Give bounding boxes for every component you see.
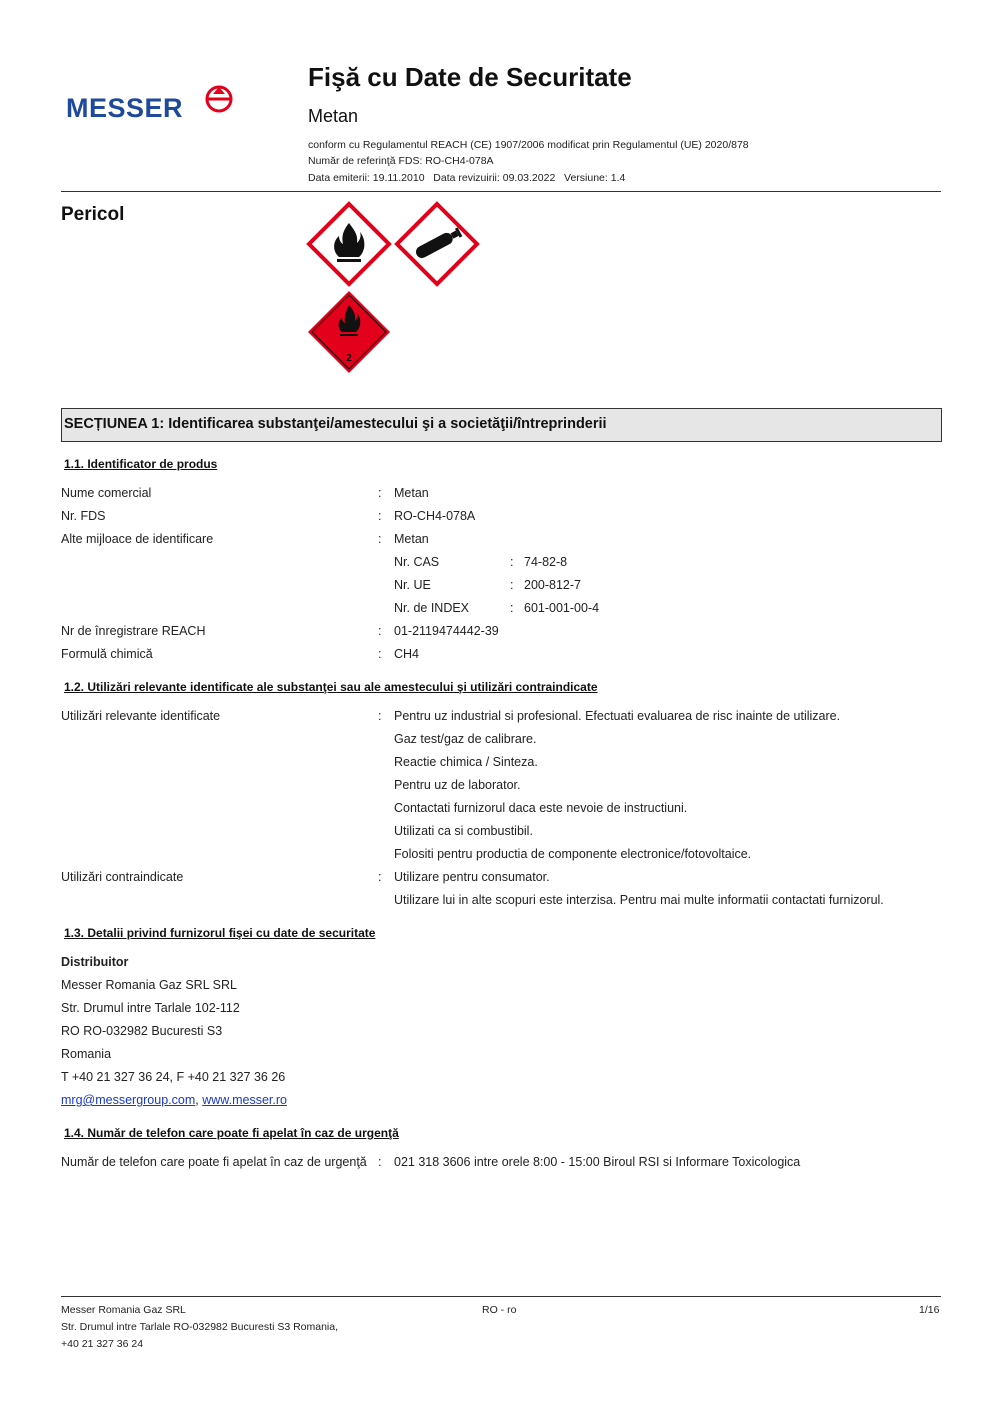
emergency-phone-label: Număr de telefon care poate fi apelat în caz de urgenţă xyxy=(61,1155,367,1169)
distributor-street: Str. Drumul intre Tarlale 102-112 xyxy=(61,1001,240,1015)
identified-use-item: Gaz test/gaz de calibrare. xyxy=(394,732,537,746)
sds-number-label: Nr. FDS xyxy=(61,509,106,523)
flammable-gas-class-2-icon xyxy=(306,289,392,375)
colon: : xyxy=(378,509,382,523)
footer-company: Messer Romania Gaz SRL xyxy=(61,1304,186,1316)
other-identifiers-label: Alte mijloace de identificare xyxy=(61,532,214,546)
colon: : xyxy=(510,601,514,615)
footer-phone: +40 21 327 36 24 xyxy=(61,1338,144,1350)
distributor-label: Distribuitor xyxy=(61,955,129,969)
other-identifiers-value: Metan xyxy=(394,532,429,546)
distributor-contacts xyxy=(61,1093,287,1107)
index-number-label: Nr. de INDEX xyxy=(394,601,470,615)
product-name: Metan xyxy=(308,106,359,126)
ec-number-value: 200-812-7 xyxy=(524,578,581,592)
colon: : xyxy=(378,870,382,884)
colon: : xyxy=(378,532,382,546)
colon: : xyxy=(378,624,382,638)
colon: : xyxy=(510,555,514,569)
colon: : xyxy=(378,486,382,500)
footer-address: Str. Drumul intre Tarlale RO-032982 Bucuresti S3 Romania, xyxy=(61,1321,339,1333)
subsection-1-2-heading: 1.2. Utilizări relevante identificate ale substanţei sau ale amestecului şi utilizări contraindicate xyxy=(64,680,598,694)
messer-logo-text: MESSER xyxy=(66,93,184,123)
class-number-label: 2 xyxy=(346,353,352,364)
identified-use-item: Utilizati ca si combustibil. xyxy=(394,824,533,838)
footer-divider xyxy=(61,1296,941,1297)
contraindicated-use-item: Utilizare lui in alte scopuri este interzisa. Pentru mai multe informatii contactati furnizorul. xyxy=(394,893,884,907)
contraindicated-uses-label: Utilizări contraindicate xyxy=(61,870,184,884)
identified-use-item: Pentru uz industrial si profesional. Efectuati evaluarea de risc inainte de utilizare. xyxy=(394,709,841,723)
flame-ghs-icon xyxy=(306,201,392,287)
identified-use-item: Pentru uz de laborator. xyxy=(394,778,521,792)
colon: : xyxy=(378,709,382,723)
colon: : xyxy=(510,578,514,592)
distributor-country: Romania xyxy=(61,1047,112,1061)
identified-use-item: Contactati furnizorul daca este nevoie de instructiuni. xyxy=(394,801,688,815)
identified-use-item: Reactie chimica / Sinteza. xyxy=(394,755,538,769)
email-link[interactable]: mrg@messergroup.com xyxy=(61,1093,196,1107)
website-link[interactable]: www.messer.ro xyxy=(202,1093,287,1107)
reach-registration-value: 01-2119474442-39 xyxy=(394,624,499,638)
gas-cylinder-ghs-icon xyxy=(394,201,480,287)
chemical-formula-value: CH4 xyxy=(394,647,420,661)
cas-number-label: Nr. CAS xyxy=(394,555,440,569)
index-number-value: 601-001-00-4 xyxy=(524,601,600,615)
subsection-1-3-heading: 1.3. Detalii privind furnizorul fişei cu date de securitate xyxy=(64,926,376,940)
trade-name-label: Nume comercial xyxy=(61,486,152,500)
footer-language: RO - ro xyxy=(482,1304,517,1316)
distributor-phone-fax: T +40 21 327 36 24, F +40 21 327 36 26 xyxy=(61,1070,286,1084)
contraindicated-use-item: Utilizare pentru consumator. xyxy=(394,870,550,884)
section-1-title: SECȚIUNEA 1: Identificarea substanţei/amestecului şi a societăţii/întreprinderii xyxy=(64,416,607,432)
regulation-note: conform cu Regulamentul REACH (CE) 1907/2006 modificat prin Regulamentul (UE) 2020/878 xyxy=(308,139,749,151)
contact-separator: , xyxy=(195,1093,203,1107)
subsection-1-4-heading: 1.4. Număr de telefon care poate fi apelat în caz de urgenţă xyxy=(64,1126,399,1140)
section-1-header xyxy=(61,408,942,442)
reach-registration-label: Nr de înregistrare REACH xyxy=(61,624,206,638)
sds-number-value: RO-CH4-078A xyxy=(394,509,476,523)
distributor-company: Messer Romania Gaz SRL SRL xyxy=(61,978,237,992)
identified-use-item: Folositi pentru productia de componente electronice/fotovoltaice. xyxy=(394,847,752,861)
reference-number: Număr de referinţă FDS: RO-CH4-078A xyxy=(308,155,494,167)
hazard-signal-word: Pericol xyxy=(61,204,125,225)
chemical-formula-label: Formulă chimică xyxy=(61,647,153,661)
issue-dates: Data emiterii: 19.11.2010 Data revizuirii: 09.03.2022 Versiune: 1.4 xyxy=(308,172,626,184)
header-divider xyxy=(61,191,941,192)
page-number: 1/16 xyxy=(919,1304,940,1316)
cas-number-value: 74-82-8 xyxy=(524,555,568,569)
messer-logo-mark-icon xyxy=(204,84,234,114)
colon: : xyxy=(378,647,382,661)
colon: : xyxy=(378,1155,382,1169)
identified-uses-label: Utilizări relevante identificate xyxy=(61,709,221,723)
emergency-phone-value: 021 318 3606 intre orele 8:00 - 15:00 Biroul RSI si Informare Toxicologica xyxy=(394,1155,801,1169)
ec-number-label: Nr. UE xyxy=(394,578,431,592)
distributor-city: RO RO-032982 Bucuresti S3 xyxy=(61,1024,223,1038)
subsection-1-1-heading: 1.1. Identificator de produs xyxy=(64,457,218,471)
document-title: Fişă cu Date de Securitate xyxy=(308,62,632,92)
trade-name-value: Metan xyxy=(394,486,429,500)
